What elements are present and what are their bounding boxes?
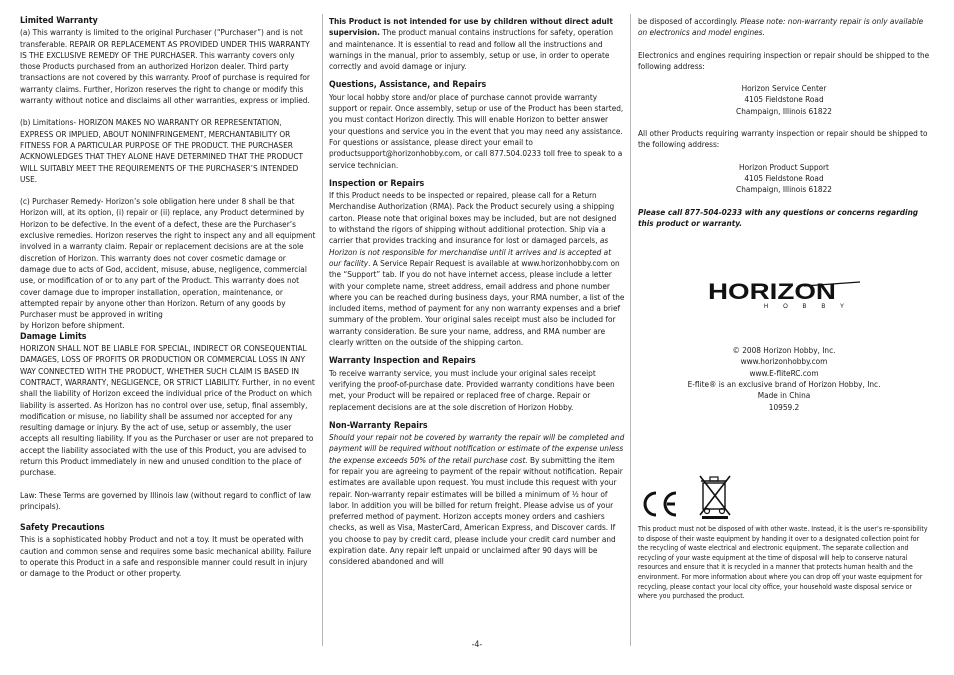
electronics-shipping-note: Electronics and engines requiring inspection or repair should be shipped to the following address:	[638, 49, 930, 71]
website-link[interactable]: www.horizonhobby.com	[740, 356, 828, 367]
supervision-notice-rest: The product manual contains instructions for safety, operation and maintenance. It is essential to read and follow all the instructions and warnings in the manual, prior to assembly, setup or use, in order to operate correctly and avoid damage or injury.	[329, 27, 614, 72]
safety-precautions-heading: Safety Precautions	[20, 523, 105, 534]
other-products-shipping-note: All other Products requiring warranty inspection or repair should be shipped to the following address:	[638, 128, 928, 150]
supervision-notice	[329, 16, 625, 72]
non-warranty-body	[329, 432, 625, 568]
product-support-address	[638, 162, 930, 196]
safety-precautions-body: This is a sophisticated hobby Product and not a toy. It must be operated with caution and common sense and requires some basic mechanical ability. Failure to operate this Product in a safe and responsible manner could result in injury or damage to the Product or other property.	[20, 534, 312, 579]
warranty-clause-a: (a) This warranty is limited to the original Purchaser (“Purchaser”) and is not transferable. REPAIR OR REPLACEMENT AS PROVIDED UNDER THIS WARRANTY IS THE EXCLUSIVE REMEDY OF THE PURCHASER. This warranty covers only those Products purchased from an authorized Horizon dealer. Third party transactions are not covered by this warranty. Proof of purchase is required for warranty claims. Further, Horizon reserves the right to change or modify this warranty without notice and disclaims all other warranties, express or implied.	[20, 27, 310, 106]
address-line: Champaign, Illinois 61822	[736, 105, 832, 116]
non-warranty-rest: By submitting the item for repair you are agreeing to payment of the repair without notification. Repair estimates are available upon request. You must include this request with your repair. Non-warranty repair estimates will be billed a minimum of ½ hour of labor. In addition you will be billed for return freight. Please advise us of your preferred method of payment. Horizon accepts money orders and cashiers checks, as well as Visa, MasterCard, American Express, and Discover cards. If you choose to pay by credit card, please include your credit card number and expiration date. Any repair left unpaid or unclaimed after 90 days will be considered abandoned and will	[329, 454, 623, 567]
call-notice: Please call 877-504-0233 with any questions or concerns regarding this product or warranty.	[638, 206, 919, 228]
website-link[interactable]: www.E-fliteRC.com	[749, 367, 819, 378]
column-right	[638, 16, 930, 602]
warranty-inspection-body: To receive warranty service, you must include your original sales receipt verifying the proof-of-purchase date. Provided warranty conditions have been met, your Product will be repaired or replaced free of charge. Repair or replacement decisions are at the sole discretion of Horizon Hobby.	[329, 367, 615, 412]
inspection-body-part2: . A Service Repair Request is available at www.horizonhobby.com on the “Support” tab. If you do not have internet access, please include a letter with your complete name, street address, email address and phone number where you can be reached during business days, your RMA number, a list of the included items, method of payment for any non warranty expenses and a brief summary of the problem. Your original sales receipt must also be included for warranty consideration. Be sure your name, address, and RMA number are clearly written on the outside of the shipping carton.	[329, 257, 625, 348]
questions-body: Your local hobby store and/or place of purchase cannot provide warranty support or repair. Once assembly, setup or use of the Product has been started, you must contact Horizon directly. This will enable Horizon to better answer your questions and service you in the event that you may need any assistance. For questions or assistance, please direct your email to productsupport@horizonhobby.com, or call 877.504.0233 toll free to speak to a service technician.	[329, 91, 624, 170]
address-line: 4105 Fieldstone Road	[744, 172, 824, 183]
non-warranty-italic: Should your repair not be covered by warranty the repair will be completed and payment will be required without notification or estimate of the expense unless the expense exceeds 50% of the retail purchase cost.	[329, 432, 625, 465]
column-divider-left	[322, 14, 323, 646]
supervision-notice-bold: This Product is not intended for use by children without direct adult supervision.	[329, 16, 613, 38]
brand-line: E-flite® is an exclusive brand of Horizon Hobby, Inc.	[687, 379, 881, 390]
weee-disposal-notice: This product must not be disposed of with other waste. Instead, it is the user’s re-sponsibility to dispose of their waste equipment by handing it over to a designated collection point for the recycling of waste electrical and electronic equipment. The separate collection and recycling of your waste equipment at the time of disposal will help to conserve natural resources and ensure that it is recycled in a manner that protects human health and the environment. For more information about where you can drop off your waste equipment for recycling, please contact your local city office, your household waste disposal service or where you purchased the product.	[638, 524, 928, 601]
logo-subtext: H O B B Y	[764, 304, 844, 310]
warranty-clause-c: (c) Purchaser Remedy- Horizon’s sole obligation here under 8 shall be that Horizon will, at its option, (i) repair or (ii) replace, any Product determined by Horizon to be defective. In the event of a defect, these are the Purchaser’s exclusive remedies. Horizon reserves the right to inspect any and all equipment involved in a warranty claim. Repair or replacement decisions are at the sole discretion of Horizon. This warranty does not cover cosmetic damage or damage due to acts of God, accident, misuse, abuse, negligence, commercial use, or modification of or to any part of the Product. This warranty does not cover damage due to improper installation, operation, maintenance, or attempted repair by anyone other than Horizon. Return of any goods by Purchaser must be approved in writing	[20, 196, 316, 320]
copyright-block	[638, 345, 930, 413]
disposal-continuation	[638, 16, 930, 39]
limited-warranty-heading: Limited Warranty	[20, 16, 98, 26]
service-center-address	[638, 83, 930, 117]
address-line: Horizon Service Center	[741, 83, 827, 94]
page-number: -4-	[471, 640, 483, 650]
questions-heading: Questions, Assistance, and Repairs	[329, 80, 487, 91]
continuation-text: be disposed of accordingly.	[638, 16, 741, 26]
non-warranty-heading: Non-Warranty Repairs	[329, 420, 428, 431]
crossed-out-wheelie-bin-icon	[698, 473, 732, 519]
compliance-icons	[640, 473, 930, 519]
address-line: 4105 Fieldstone Road	[744, 94, 824, 105]
horizon-hobby-logo	[704, 279, 864, 309]
inspection-heading: Inspection or Repairs	[329, 178, 425, 189]
part-number: 10959.2	[768, 401, 800, 412]
inspection-body-italic: as Horizon is not responsible for merchandise until it arrives and is accepted at our facility	[329, 235, 612, 268]
warranty-clause-c-tail: by Horizon before shipment.	[20, 320, 125, 331]
ce-mark-icon	[640, 489, 680, 519]
made-in-line: Made in China	[757, 390, 811, 401]
governing-law: Law: These Terms are governed by Illinois law (without regard to conflict of law principals).	[20, 489, 312, 511]
damage-limits-heading: Damage Limits	[20, 331, 87, 342]
warranty-inspection-heading: Warranty Inspection and Repairs	[329, 356, 476, 367]
copyright-line: © 2008 Horizon Hobby, Inc.	[732, 345, 836, 356]
column-divider-right	[630, 14, 631, 646]
logo-wordmark: HORIZON	[708, 279, 836, 305]
damage-limits-body: HORIZON SHALL NOT BE LIABLE FOR SPECIAL, INDIRECT OR CONSEQUENTIAL DAMAGES, LOSS OF PROFITS OR PRODUCTION OR COMMERCIAL LOSS IN ANY WAY CONNECTED WITH THE PRODUCT, WHETHER SUCH CLAIM IS BASED IN CONTRACT, WARRANTY, NEGLIGENCE, OR STRICT LIABILITY. Further, in no event shall the liability of Horizon exceed the individual price of the Product on which liability is asserted. As Horizon has no control over use, setup, final assembly, modification or misuse, no liability shall be assumed nor accepted for any resulting damage or injury. By the act of use, setup or assembly, the user accepts all resulting liability. If you as the Purchaser or user are not prepared to accept the liability associated with the use of this Product, you are advised to return this Product immediately in new and unused condition to the place of purchase.	[20, 343, 315, 478]
column-middle	[329, 16, 625, 568]
inspection-body-part1: If this Product needs to be inspected or repaired, please call for a Return Merchandise Authorization (RMA). Pack the Product securely using a shipping carton. Please note that original boxes may be included, but are not designed to withstand the rigors of shipping without additional protection. Ship via a carrier that provides tracking and insurance for lost or damaged parcels,	[329, 190, 617, 246]
warranty-clause-b: (b) Limitations- HORIZON MAKES NO WARRANTY OR REPRESENTATION, EXPRESS OR IMPLIED, ABOUT NONINFRINGEMENT, MERCHANTABILITY OR FITNESS FOR A PARTICULAR PURPOSE OF THE PRODUCT. THE PURCHASER ACKNOWLEDGES THAT THEY ALONE HAVE DETERMINED THAT THE PRODUCT WILL SUITABLY MEET THE REQUIREMENTS OF THE PURCHASER’S INTENDED USE.	[20, 117, 303, 184]
address-line: Champaign, Illinois 61822	[736, 184, 832, 195]
column-left	[20, 16, 316, 580]
address-line: Horizon Product Support	[739, 161, 829, 172]
inspection-body	[329, 190, 625, 348]
non-warranty-note: Please note: non-warranty repair is only available on electronics and model engines.	[638, 16, 924, 38]
